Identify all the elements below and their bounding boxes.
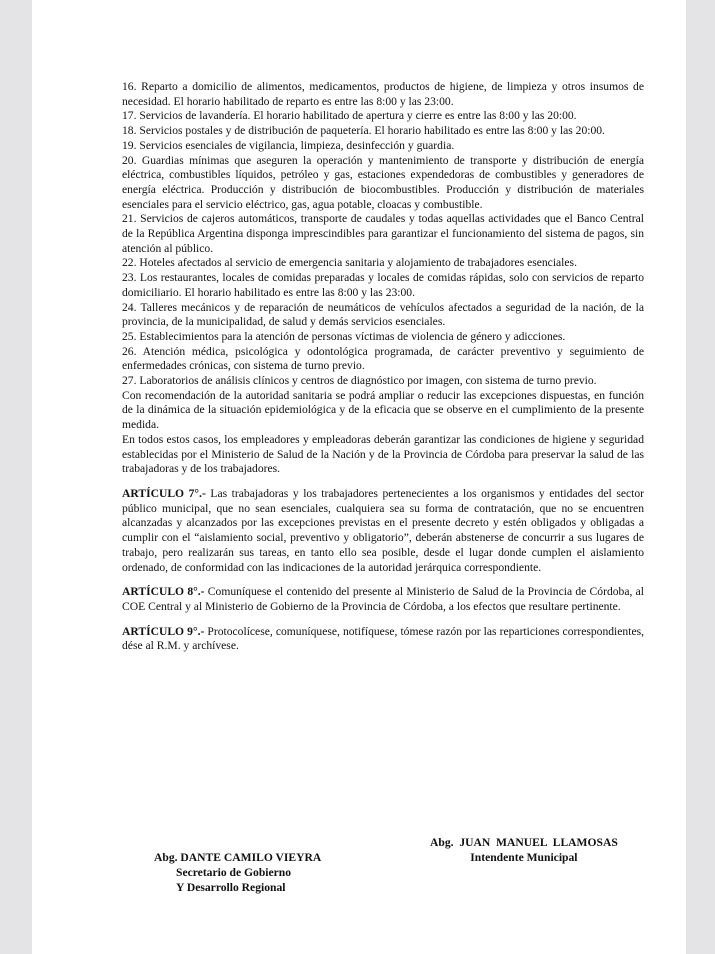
list-item-23: 23. Los restaurantes, locales de comidas preparadas y locales de comidas rápidas, solo con servicios de reparto domiciliario. El horario habilitado es entre las 8:00 y las 23:00. — [122, 271, 644, 299]
list-item-19: 19. Servicios esenciales de vigilancia, limpieza, desinfección y guardia. — [122, 138, 455, 152]
signature-name: Abg. DANTE CAMILO VIEYRA — [154, 851, 322, 864]
article-8-text: Comuníquese el contenido del presente al Ministerio de Salud de la Provincia de Córdoba, al COE Central y al Ministerio de Gobierno de la Provincia de Córdoba, a los efectos que resultare pertinente. — [122, 585, 645, 613]
article-7-text: Las trabajadoras y los trabajadores pertenecientes a los organismos y entidades del sector público municipal, que no sean esenciales, cualquiera sea su forma de contratación, que no se encuentren alcanzadas y alcanzados por las excepciones previstas en el presente decreto y estén obligados y obligadas a cumplir con el “aislamiento social, preventivo y obligatorio”, deberán abstenerse de concurrir a sus lugares de trabajo, pero realizarán sus tareas, en tanto ello sea posible, desde el lugar donde cumplen el aislamiento ordenado, de conformidad con las indicaciones de la autoridad jerárquica correspondiente. — [122, 486, 644, 574]
signature-name: Abg. JUAN MANUEL LLAMOSAS — [430, 836, 618, 849]
article-7-title: ARTÍCULO 7°.- — [122, 486, 206, 500]
list-item-24: 24. Talleres mecánicos y de reparación de neumáticos de vehículos afectados a seguridad de la nación, de la provincia, de la municipalidad, de salud y demás servicios esenciales. — [122, 300, 644, 329]
article-7 — [122, 487, 644, 575]
article-9-title: ARTÍCULO 9°.- — [122, 624, 205, 638]
paragraph-employers: En todos estos casos, los empleadores y empleadoras deberán garantizar las condiciones de higiene y seguridad establecidas por el Ministerio de Salud de la Nación y de la Provincia de Córdoba para preservar la salud de las trabajadoras y de los trabajadores. — [122, 432, 644, 476]
signature-secretario — [154, 850, 321, 895]
article-8 — [122, 585, 644, 614]
list-item-18: 18. Servicios postales y de distribución de paquetería. El horario habilitado es entre las 8:00 y las 20:00. — [122, 124, 605, 138]
spacer — [122, 615, 644, 625]
signature-intendente — [430, 835, 618, 865]
document-body — [122, 80, 644, 654]
list-item-27: 27. Laboratorios de análisis clínicos y centros de diagnóstico por imagen, con sistema de turno previo. — [122, 374, 597, 388]
article-9-text: Protocolícese, comuníquese, notifíquese, tómese razón por las reparticiones correspondientes, dése al R.M. y archívese. — [122, 624, 645, 653]
article-9 — [122, 625, 644, 654]
paragraph-recommendation: Con recomendación de la autoridad sanitaria se podrá ampliar o reducir las excepciones dispuestas, en función de la dinámica de la situación epidemiológica y de la eficacia que se observe en el cumplimiento de la presente medida. — [122, 388, 644, 432]
list-item-20: 20. Guardias mínimas que aseguren la operación y mantenimiento de transporte y distribución de energía eléctrica, combustibles líquidos, petróleo y gas, estaciones expendedoras de combustibles y generadores de energía eléctrica. Producción y distribución de biocombustibles. Producción y distribución de materiales esenciales para el servicio eléctrico, gas, agua potable, cloacas y combustible. — [122, 153, 644, 211]
signature-role: Intendente Municipal — [470, 851, 578, 864]
list-item-21: 21. Servicios de cajeros automáticos, transporte de caudales y todas aquellas actividades que el Banco Central de la República Argentina disponga imprescindibles para garantizar el funcionamiento del sistema de pagos, sin atención al público. — [122, 212, 644, 255]
spacer — [122, 575, 644, 585]
signature-role: Y Desarrollo Regional — [176, 881, 286, 894]
list-item-17: 17. Servicios de lavandería. El horario habilitado de apertura y cierre es entre las 8:00 y las 20:00. — [122, 109, 577, 123]
signature-role: Secretario de Gobierno — [176, 866, 292, 879]
document-page — [32, 0, 686, 954]
list-item-26: 26. Atención médica, psicológica y odontológica programada, de carácter preventivo y seguimiento de enfermedades crónicas, con sistema de turno previo. — [122, 344, 644, 373]
list-item-22: 22. Hoteles afectados al servicio de emergencia sanitaria y alojamiento de trabajadores esenciales. — [122, 256, 577, 270]
list-item-25: 25. Establecimientos para la atención de personas víctimas de violencia de género y adicciones. — [122, 329, 566, 343]
spacer — [122, 477, 644, 487]
article-8-title: ARTÍCULO 8°.- — [122, 585, 205, 599]
list-item-16: 16. Reparto a domicilio de alimentos, medicamentos, productos de higiene, de limpieza y otros insumos de necesidad. El horario habilitado de reparto es entre las 8:00 y las 23:00. — [122, 80, 644, 108]
